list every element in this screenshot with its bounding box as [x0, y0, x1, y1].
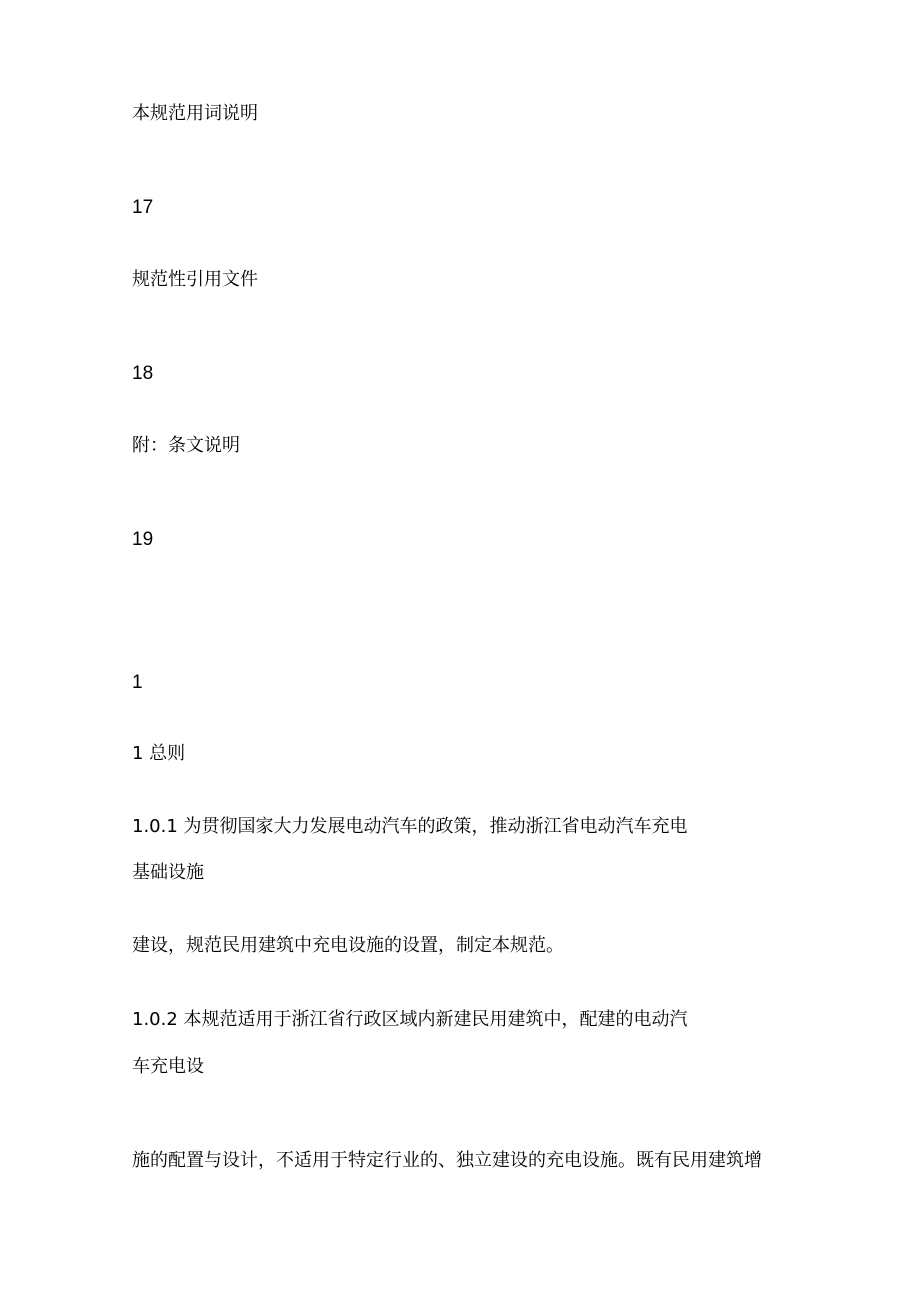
paragraph-line: 1.0.2 本规范适用于浙江省行政区域内新建民用建筑中，配建的电动汽 [132, 1009, 688, 1030]
toc-item-page-number: 18 [132, 363, 154, 384]
paragraph-line: 建设，规范民用建筑中充电设施的设置，制定本规范。 [132, 935, 564, 956]
toc-item-page-number: 17 [132, 197, 154, 218]
paragraph-line: 基础设施 [132, 862, 204, 883]
toc-item-label: 本规范用词说明 [132, 103, 258, 124]
page-number: 1 [132, 672, 143, 693]
paragraph-line: 1.0.1 为贯彻国家大力发展电动汽车的政策，推动浙江省电动汽车充电 [132, 816, 688, 837]
paragraph-line: 车充电设 [132, 1056, 204, 1077]
toc-item-label: 附：条文说明 [132, 435, 240, 456]
toc-item-page-number: 19 [132, 529, 154, 550]
chapter-heading: 1 总则 [132, 743, 186, 764]
toc-item-label: 规范性引用文件 [132, 269, 258, 290]
paragraph-line: 施的配置与设计，不适用于特定行业的、独立建设的充电设施。既有民用建筑增 [132, 1150, 762, 1171]
